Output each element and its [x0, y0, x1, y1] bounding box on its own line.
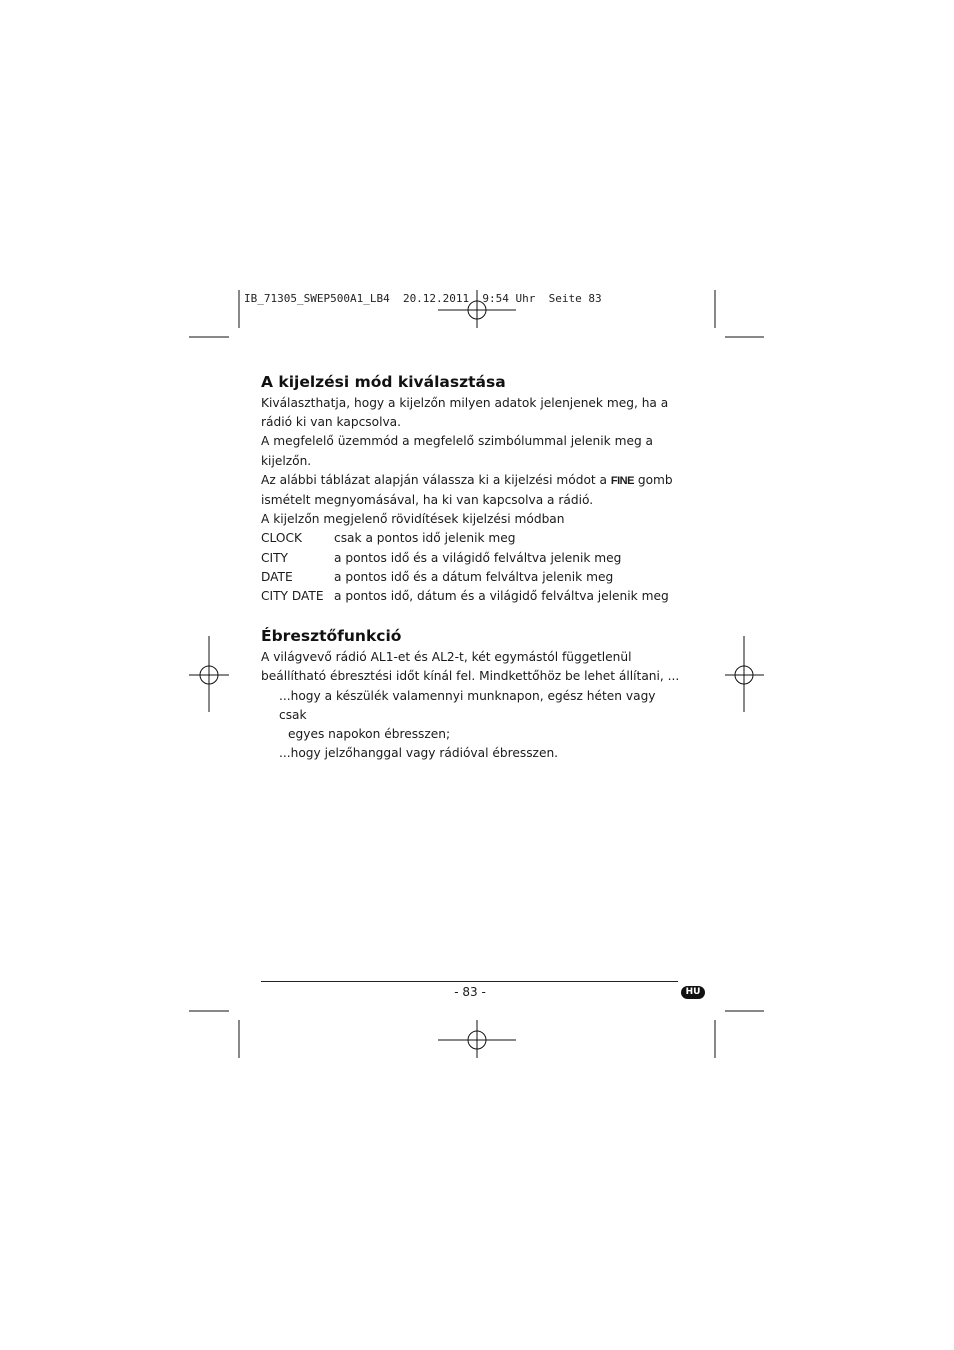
- section-alarm: [261, 624, 681, 763]
- al2-label: AL2: [431, 650, 455, 665]
- section-heading-display-mode: A kijelzési mód kiválasztása: [261, 373, 506, 391]
- text: egyes napokon ébresszen;: [288, 727, 451, 742]
- language-badge: HU: [681, 986, 705, 999]
- abbreviation-row: [261, 549, 681, 568]
- text: A világvevő rádió: [261, 650, 371, 665]
- al1-label: AL1: [370, 650, 394, 665]
- text: -et és: [393, 650, 432, 665]
- abbreviation-table: [261, 529, 681, 606]
- print-slug: IB_71305_SWEP500A1_LB4 20.12.2011 9:54 Uhr Seite 83: [244, 292, 602, 305]
- abbreviation-row: [261, 587, 681, 606]
- abbreviation-term: CLOCK: [261, 531, 302, 546]
- text: Az alábbi táblázat alapján válassza ki a kijelzési módot a: [261, 472, 611, 487]
- paragraph: Kiválaszthatja, hogy a kijelzőn milyen adatok jelenjenek meg, ha a rádió ki van kapcsolva.: [261, 396, 669, 430]
- abbreviation-desc: a pontos idő, dátum és a világidő felváltva jelenik meg: [334, 589, 669, 604]
- page-content: [261, 370, 681, 763]
- abbreviation-desc: a pontos idő és a világidő felváltva jelenik meg: [334, 550, 622, 565]
- abbreviation-term: CITY: [261, 550, 288, 565]
- text: ...hogy a készülék valamennyi munknapon, egész héten vagy csak: [279, 688, 656, 722]
- page-number: - 83 -: [454, 985, 486, 999]
- list-item: ...hogy jelzőhanggal vagy rádióval ébresszen.: [279, 746, 559, 761]
- text: gomb ismételt megnyomásával, ha ki van kapcsolva a rádió.: [261, 472, 673, 508]
- abbreviation-row: [261, 529, 681, 548]
- footer-rule: [261, 981, 678, 982]
- paragraph: A kijelzőn megjelenő rövidítések kijelzési módban: [261, 512, 565, 527]
- fine-button-label: FINE: [610, 474, 634, 487]
- section-heading-alarm: Ébresztőfunkció: [261, 627, 402, 646]
- abbreviation-desc: a pontos idő és a dátum felváltva jelenik meg: [334, 569, 614, 584]
- abbreviation-term: DATE: [261, 569, 293, 584]
- paragraph: [261, 648, 681, 686]
- abbreviation-desc: csak a pontos idő jelenik meg: [334, 531, 516, 546]
- abbreviation-row: [261, 568, 681, 587]
- list-item: [261, 687, 681, 745]
- text: -t, két egymástól függetlenül beállítható ébresztési időt kínál fel. Mindkettőhöz be lehet állítani, ...: [261, 650, 680, 684]
- abbreviation-term: CITY DATE: [261, 589, 324, 604]
- paragraph: [261, 471, 681, 510]
- paragraph: A megfelelő üzemmód a megfelelő szimbólummal jelenik meg a kijelzőn.: [261, 434, 654, 468]
